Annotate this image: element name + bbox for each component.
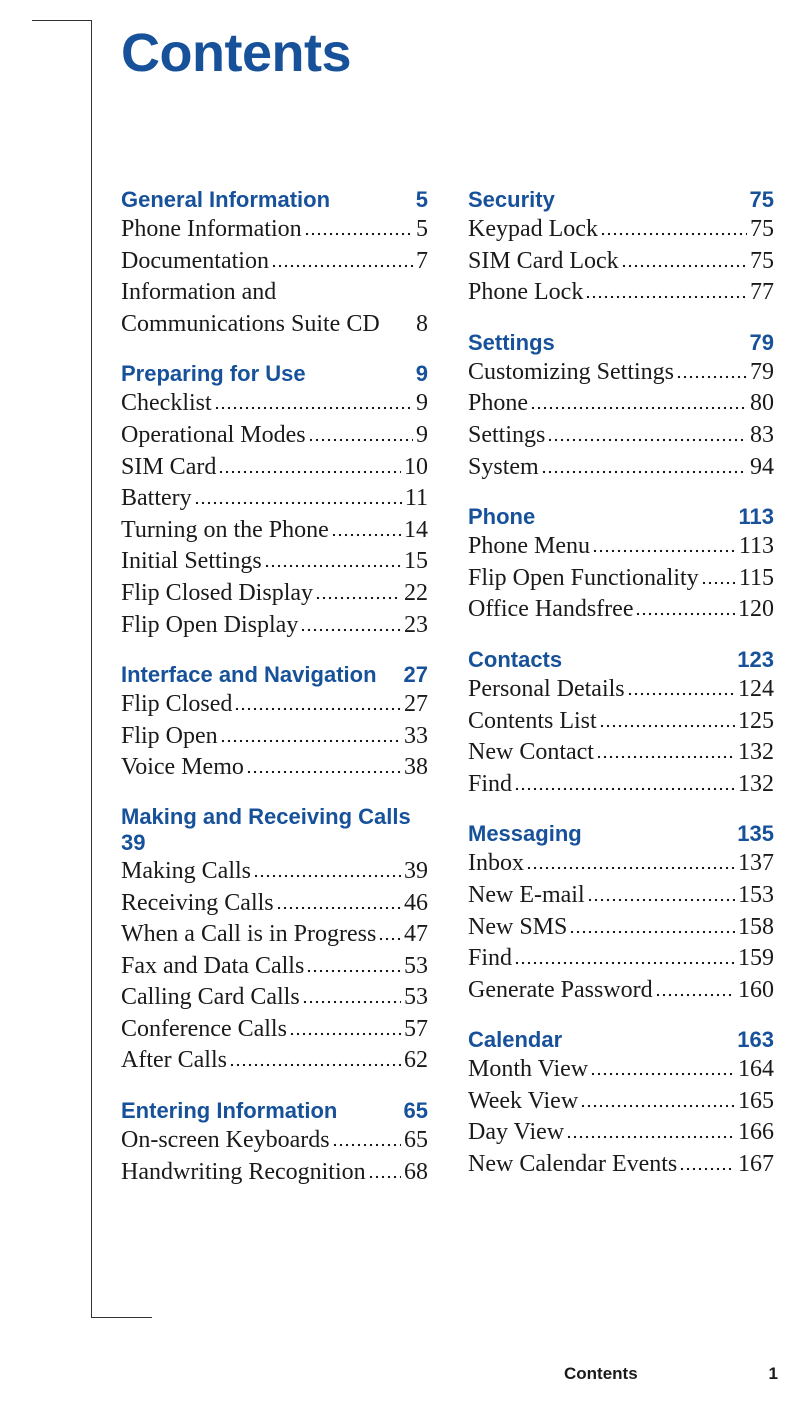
toc-entry-page: 132: [738, 739, 774, 766]
toc-entry-label: Conference Calls: [121, 1015, 287, 1042]
toc-entry-label: Keypad Lock: [468, 216, 598, 242]
toc-entry[interactable]: [468, 1149, 774, 1181]
dot-leader: [315, 590, 401, 600]
dot-leader: [300, 622, 401, 632]
dot-leader: [306, 963, 401, 973]
toc-entry-page: 165: [738, 1087, 774, 1114]
dot-leader: [590, 1066, 735, 1076]
toc-entry[interactable]: [121, 578, 428, 610]
toc-entry-label: Inbox: [468, 850, 524, 877]
toc-entry-label: Find: [468, 945, 513, 972]
toc-entry-label: Calling Card Calls: [121, 984, 300, 1011]
section-heading-page: 113: [738, 504, 774, 530]
toc-entry[interactable]: [468, 420, 774, 452]
dot-leader: [276, 900, 401, 910]
toc-right-column: [468, 186, 774, 1201]
toc-entry[interactable]: [121, 721, 428, 753]
toc-entry-label: Month View: [468, 1056, 589, 1083]
toc-entry-page: 115: [738, 564, 774, 591]
toc-entry-label: Flip Open Functionality: [468, 564, 699, 591]
section-heading[interactable]: [468, 820, 774, 848]
toc-entry-page: 153: [738, 881, 774, 908]
toc-entry-page: 167: [738, 1151, 774, 1178]
toc-entry-page: 22: [404, 579, 428, 606]
toc-entry[interactable]: [468, 246, 774, 278]
footer-page-number: 1: [768, 1364, 778, 1383]
dot-leader: [600, 226, 747, 236]
toc-entry-page: 11: [404, 485, 428, 512]
toc-entry[interactable]: [468, 277, 774, 309]
dot-leader: [220, 733, 401, 743]
toc-entry-label: Personal Details: [468, 675, 625, 702]
toc-section: [468, 646, 774, 800]
section-heading-page: 39: [121, 829, 146, 855]
toc-entry-label: Settings: [468, 421, 546, 448]
toc-entry-page: 9: [416, 390, 428, 417]
toc-entry-label: Phone: [468, 390, 528, 417]
toc-entry[interactable]: [468, 880, 774, 912]
page-title: Contents: [121, 23, 351, 83]
toc-entry[interactable]: [468, 737, 774, 769]
section-heading-page: 27: [403, 662, 428, 688]
toc-left-column: [121, 186, 428, 1208]
section-heading-title: Entering Information: [121, 1098, 338, 1124]
toc-entry[interactable]: [468, 1086, 774, 1118]
toc-entry[interactable]: [468, 943, 774, 975]
toc-entry-page: 62: [404, 1047, 428, 1074]
section-heading-page: 163: [737, 1027, 774, 1053]
footer-label: Contents: [564, 1364, 638, 1383]
toc-entry[interactable]: [468, 975, 774, 1007]
toc-entry-page: 124: [738, 675, 774, 702]
section-heading-title: General Information: [121, 187, 331, 212]
toc-entry-page: 9: [416, 421, 428, 448]
dot-leader: [271, 258, 413, 268]
toc-entry[interactable]: [121, 856, 428, 888]
toc-entry-label: Fax and Data Calls: [121, 952, 305, 979]
toc-entry-page: 83: [750, 421, 774, 448]
toc-entry-page: 7: [416, 247, 428, 274]
toc-entry-label: Flip Closed Display: [121, 579, 314, 606]
section-heading-title: Preparing for Use: [121, 361, 306, 387]
dot-leader: [585, 289, 747, 299]
toc-entry-label: Initial Settings: [121, 548, 262, 575]
section-heading-page: 5: [415, 187, 428, 212]
dot-leader: [214, 400, 413, 410]
toc-entry-label: Checklist: [121, 390, 212, 417]
toc-entry[interactable]: [121, 1045, 428, 1077]
toc-entry[interactable]: [121, 546, 428, 578]
section-heading[interactable]: [121, 804, 428, 856]
toc-entry-page: 94: [750, 453, 774, 480]
toc-entry-page: 33: [404, 722, 428, 749]
toc-entry-label: SIM Card: [121, 453, 217, 480]
section-heading[interactable]: [468, 646, 774, 674]
dot-leader: [194, 495, 402, 505]
dot-leader: [253, 868, 401, 878]
dot-leader: [599, 718, 735, 728]
toc-entry-page: 5: [416, 216, 428, 242]
toc-entry-label: Operational Modes: [121, 421, 306, 448]
dot-leader: [332, 1137, 401, 1147]
toc-entry-page: 23: [404, 611, 428, 638]
dot-leader: [302, 994, 401, 1004]
toc-entry-page: 164: [738, 1056, 774, 1083]
toc-entry-page: 159: [738, 945, 774, 972]
toc-entry-label-line2: Communications Suite CD: [121, 310, 380, 337]
section-heading-page: 123: [737, 646, 774, 672]
toc-entry[interactable]: [121, 982, 428, 1014]
toc-entry-page: 120: [738, 596, 774, 623]
toc-entry-label: Handwriting Recognition: [121, 1158, 366, 1185]
toc-entry-label: Generate Password: [468, 976, 653, 1003]
toc-entry-label: New Contact: [468, 739, 594, 766]
toc-entry-page: 10: [404, 453, 428, 480]
toc-entry[interactable]: [121, 452, 428, 484]
section-heading[interactable]: [468, 1026, 774, 1054]
toc-entry-page: 38: [404, 754, 428, 781]
toc-entry-page: 47: [404, 921, 428, 948]
toc-entry-page: 137: [738, 850, 774, 877]
section-heading[interactable]: [121, 1097, 428, 1125]
section-heading-title: Interface and Navigation: [121, 662, 377, 688]
toc-section: [468, 329, 774, 483]
toc-entry[interactable]: [121, 1157, 428, 1189]
toc-entry-label: Week View: [468, 1087, 579, 1114]
toc-entry-label: Flip Closed: [121, 691, 233, 718]
toc-entry-label: Making Calls: [121, 857, 251, 884]
toc-entry-page: 166: [738, 1119, 774, 1146]
toc-entry-label: SIM Card Lock: [468, 247, 619, 274]
toc-entry-label: Contents List: [468, 707, 597, 734]
dot-leader: [655, 987, 735, 997]
dot-leader: [679, 1161, 735, 1171]
section-heading-title: Settings: [468, 329, 555, 355]
dot-leader: [530, 400, 747, 410]
toc-entry[interactable]: [468, 1054, 774, 1086]
toc-entry-label: Documentation: [121, 247, 269, 274]
toc-entry[interactable]: [121, 752, 428, 784]
dot-leader: [596, 749, 735, 759]
dot-leader: [229, 1057, 401, 1067]
dot-leader: [627, 686, 735, 696]
toc-entry-label: Flip Open: [121, 722, 218, 749]
section-heading-title: Messaging: [468, 821, 582, 847]
toc-entry-page: 68: [404, 1158, 428, 1185]
toc-entry-label: Phone Lock: [468, 279, 584, 306]
toc-entry[interactable]: [468, 563, 774, 595]
toc-entry[interactable]: [121, 689, 428, 721]
toc-section: [121, 186, 428, 340]
toc-entry-page: 53: [404, 984, 428, 1011]
toc-entry-page: 160: [738, 976, 774, 1003]
toc-entry-page: 27: [404, 691, 428, 718]
toc-section: [121, 360, 428, 641]
toc-entry-label: Voice Memo: [121, 754, 244, 781]
toc-entry-line2: [121, 309, 428, 341]
toc-entry-label: Find: [468, 770, 513, 797]
toc-entry-label: Receiving Calls: [121, 889, 274, 916]
dot-leader: [514, 955, 735, 965]
section-heading[interactable]: [121, 661, 428, 689]
toc-entry[interactable]: [121, 483, 428, 515]
section-heading-title: Calendar: [468, 1027, 563, 1053]
toc-entry-page: 158: [738, 913, 774, 940]
toc-entry-label: New E-mail: [468, 881, 585, 908]
dot-leader: [580, 1098, 735, 1108]
toc-entry-page: 75: [750, 247, 774, 274]
section-heading-title: Security: [468, 187, 555, 212]
toc-entry-label-line1: Information and: [121, 279, 277, 306]
dot-leader: [331, 527, 401, 537]
toc-entry[interactable]: [121, 246, 428, 278]
toc-entry[interactable]: [468, 531, 774, 563]
toc-entry-page: 75: [750, 216, 774, 242]
toc-entry[interactable]: [121, 277, 428, 340]
dot-leader: [264, 558, 401, 568]
dot-leader: [547, 432, 747, 442]
dot-leader: [569, 924, 735, 934]
toc-entry-label: Turning on the Phone: [121, 516, 329, 543]
toc-entry-label: Battery: [121, 485, 192, 512]
toc-entry-label: When a Call is in Progress: [121, 921, 377, 948]
toc-entry[interactable]: [468, 214, 774, 246]
toc-section: [468, 503, 774, 626]
toc-entry[interactable]: [121, 388, 428, 420]
dot-leader: [587, 892, 735, 902]
dot-leader: [289, 1026, 401, 1036]
dot-leader: [676, 369, 747, 379]
toc-entry[interactable]: [121, 951, 428, 983]
section-heading-page: 9: [415, 361, 428, 387]
toc-entry-page: 77: [750, 279, 774, 306]
section-heading-title: Phone: [468, 504, 536, 530]
toc-entry[interactable]: [468, 848, 774, 880]
toc-entry[interactable]: [121, 420, 428, 452]
dot-leader: [514, 781, 735, 791]
toc-section: [468, 820, 774, 1006]
toc-entry-page: 15: [404, 548, 428, 575]
toc-entry[interactable]: [121, 214, 428, 246]
toc-entry-page: 46: [404, 889, 428, 916]
toc-entry-page: 57: [404, 1015, 428, 1042]
toc-section: [468, 1026, 774, 1180]
toc-entry-label: New SMS: [468, 913, 568, 940]
toc-entry-page: 65: [404, 1127, 428, 1154]
toc-entry[interactable]: [468, 912, 774, 944]
frame-top-line: [32, 20, 92, 21]
section-heading-page: 135: [737, 821, 774, 847]
dot-leader: [368, 1169, 401, 1179]
toc-entry[interactable]: [468, 357, 774, 389]
toc-entry-page: 125: [738, 707, 774, 734]
dot-leader: [246, 764, 401, 774]
toc-entry-page: 80: [750, 390, 774, 417]
toc-entry-page: 79: [750, 358, 774, 385]
section-heading[interactable]: [468, 329, 774, 357]
toc-entry-page: 132: [738, 770, 774, 797]
toc-entry-page: 39: [404, 857, 428, 884]
dot-leader: [234, 701, 401, 711]
dot-leader: [378, 931, 401, 941]
frame-left-line: [91, 20, 92, 1318]
dot-leader: [701, 575, 736, 585]
toc-entry-label: Customizing Settings: [468, 358, 675, 385]
page-footer: [564, 1364, 778, 1384]
toc-section: [121, 661, 428, 784]
toc-section: [468, 186, 774, 309]
toc-entry[interactable]: [121, 919, 428, 951]
section-heading-title: Making and Receiving Calls: [121, 803, 411, 829]
toc-entry-page: 14: [404, 516, 428, 543]
toc-entry[interactable]: [121, 610, 428, 642]
frame-bottom-line: [91, 1317, 152, 1318]
dot-leader: [592, 543, 736, 553]
toc-entry[interactable]: [121, 888, 428, 920]
toc-entry[interactable]: [468, 594, 774, 626]
dot-leader: [541, 464, 747, 474]
section-heading[interactable]: [468, 186, 774, 214]
section-heading-page: 65: [403, 1098, 428, 1124]
toc-section: [121, 1097, 428, 1188]
toc-entry-label: System: [468, 453, 539, 480]
toc-entry-label: Phone Menu: [468, 533, 590, 560]
toc-entry[interactable]: [468, 1117, 774, 1149]
dot-leader: [218, 464, 401, 474]
toc-entry[interactable]: [121, 1125, 428, 1157]
toc-entry-label: Day View: [468, 1119, 565, 1146]
section-heading-page: 79: [749, 329, 774, 355]
toc-entry-label: Phone Information: [121, 216, 302, 242]
toc-entry[interactable]: [121, 515, 428, 547]
toc-entry-page: 113: [738, 533, 774, 560]
dot-leader: [526, 860, 735, 870]
toc-entry-label: After Calls: [121, 1047, 227, 1074]
dot-leader: [308, 432, 413, 442]
toc-entry[interactable]: [468, 674, 774, 706]
toc-entry[interactable]: [121, 1014, 428, 1046]
section-heading[interactable]: [121, 360, 428, 388]
dot-leader: [304, 226, 413, 236]
toc-entry-label: New Calendar Events: [468, 1151, 678, 1178]
toc-entry[interactable]: [468, 388, 774, 420]
section-heading-title: Contacts: [468, 646, 563, 672]
toc-entry-label: Flip Open Display: [121, 611, 299, 638]
dot-leader: [635, 606, 735, 616]
toc-entry-page: 8: [416, 310, 428, 337]
section-heading[interactable]: [121, 186, 428, 214]
section-heading-page: 75: [749, 187, 774, 212]
dot-leader: [566, 1129, 735, 1139]
section-heading[interactable]: [468, 503, 774, 531]
dot-leader: [621, 258, 747, 268]
toc-entry[interactable]: [468, 706, 774, 738]
toc-entry-page: 53: [404, 952, 428, 979]
toc-entry[interactable]: [468, 769, 774, 801]
toc-entry[interactable]: [468, 452, 774, 484]
toc-entry-label: On-screen Keyboards: [121, 1127, 330, 1154]
toc-section: [121, 804, 428, 1077]
toc-entry-label: Office Handsfree: [468, 596, 634, 623]
